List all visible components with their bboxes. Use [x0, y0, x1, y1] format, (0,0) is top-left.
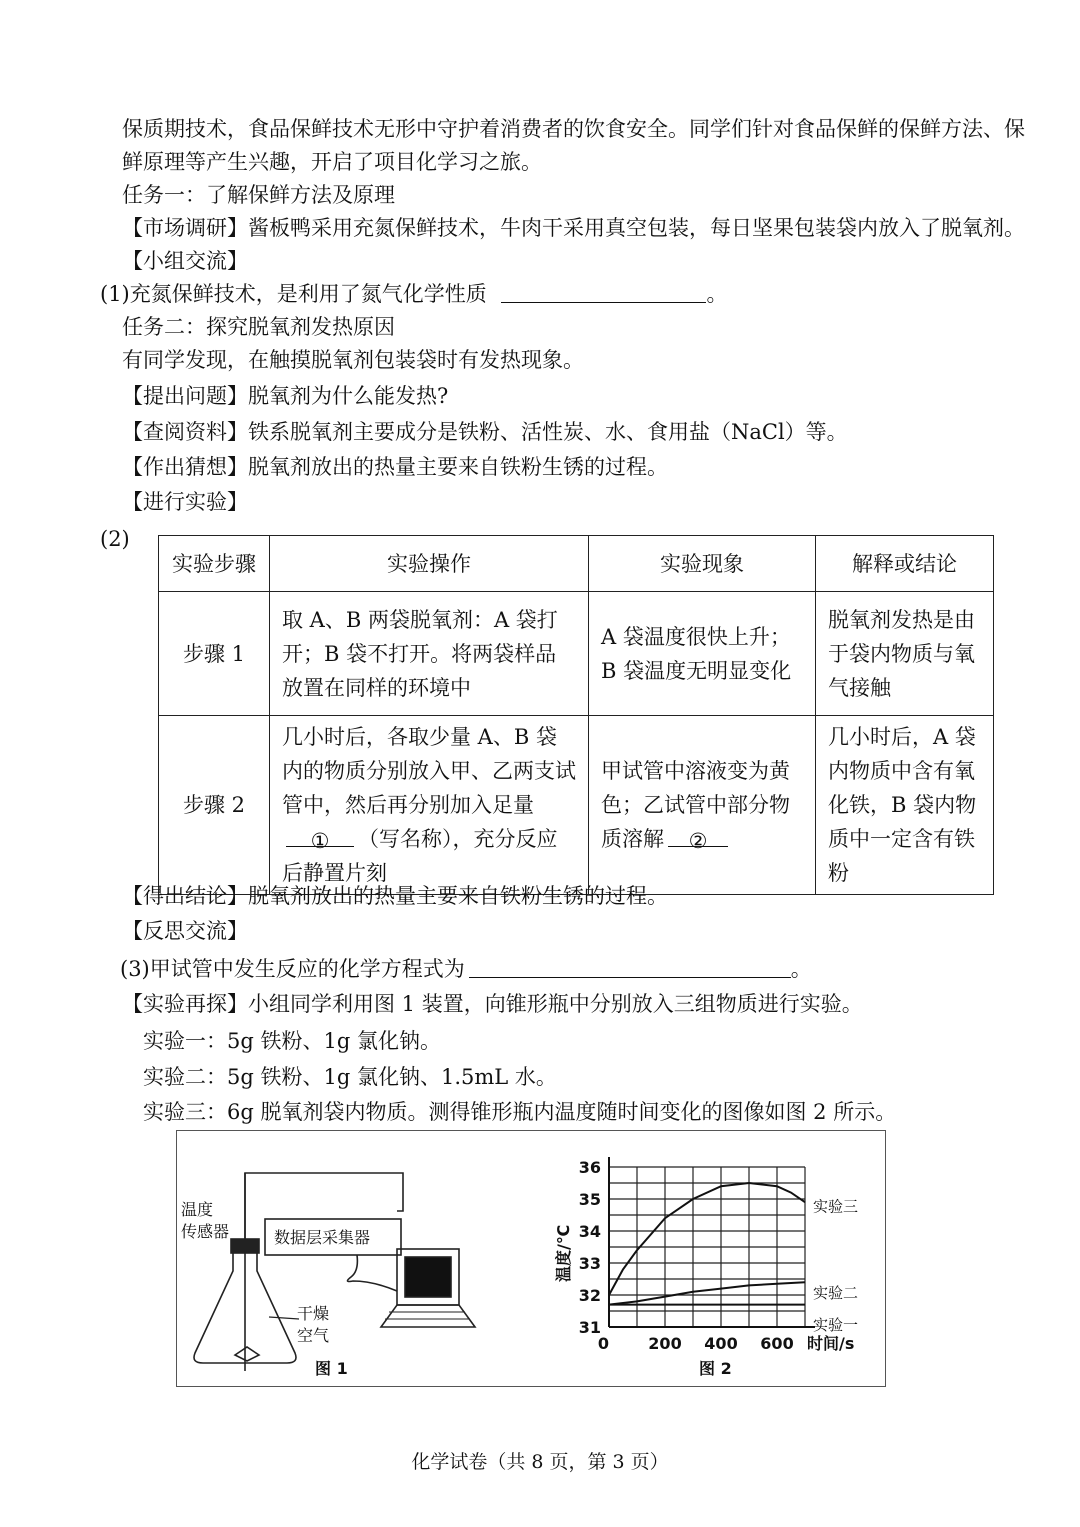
x-tick-label: 600	[760, 1334, 794, 1353]
question-3	[120, 954, 812, 984]
temperature-chart	[554, 1157, 858, 1353]
row1-operation: 取 A、B 两袋脱氧剂：A 袋打开；B 袋不打开。将两袋样品放置在同样的环境中	[270, 592, 589, 716]
row2-phenomenon-a: 甲试管中溶液变为黄色；乙试管中部分物质溶解	[601, 759, 790, 851]
label-dry-air-1: 干燥	[297, 1304, 330, 1323]
row2-conclusion: 几小时后，A 袋内物质中含有氧化铁，B 袋内物质中一定含有铁粉	[816, 716, 994, 895]
x-tick-label: 0	[597, 1334, 609, 1353]
consult-info: 【查阅资料】铁系脱氧剂主要成分是铁粉、活性炭、水、食用盐（NaCl）等。	[122, 420, 848, 444]
x-tick-label: 400	[704, 1334, 738, 1353]
make-guess: 【作出猜想】脱氧剂放出的热量主要来自铁粉生锈的过程。	[122, 455, 668, 479]
experiment-table	[158, 535, 994, 895]
table-row	[159, 592, 994, 716]
do-experiment: 【进行实验】	[122, 490, 248, 514]
answer-blank-1[interactable]	[501, 280, 706, 303]
y-tick-label: 36	[578, 1158, 601, 1177]
row2-operation-b: （写名称），充分反应后静置片刻	[282, 827, 558, 885]
table-row	[159, 716, 994, 895]
figure-1	[194, 1173, 475, 1371]
header-conclusion: 解释或结论	[816, 536, 994, 592]
raise-question: 【提出问题】脱氧剂为什么能发热?	[122, 384, 449, 408]
re-experiment: 【实验再探】小组同学利用图 1 装置，向锥形瓶中分别放入三组物质进行实验。	[122, 992, 863, 1016]
x-axis-label: 时间/s	[807, 1334, 855, 1353]
answer-blank-3[interactable]	[469, 955, 791, 978]
reflect-exchange: 【反思交流】	[122, 919, 248, 943]
label-collector: 数据层采集器	[274, 1228, 371, 1247]
experiment-1: 实验一：5g 铁粉、1g 氯化钠。	[143, 1029, 441, 1053]
x-tick-label: 200	[648, 1334, 682, 1353]
label-sensor-2: 传感器	[181, 1222, 230, 1241]
question-3-end: 。	[790, 957, 812, 981]
y-tick-label: 33	[578, 1254, 601, 1273]
page-footer: 化学试卷（共 8 页，第 3 页）	[411, 1451, 669, 1473]
stopper	[231, 1239, 259, 1253]
row2-operation-a: 几小时后，各取少量 A、B 袋内的物质分别放入甲、乙两支试管中，然后再分别加入足量	[282, 725, 576, 817]
intro-line-1: 保质期技术，食品保鲜技术无形中守护着消费者的饮食安全。同学们针对食品保鲜的保鲜方法、保	[122, 117, 1025, 141]
y-tick-label: 31	[578, 1318, 601, 1337]
table-header-row	[159, 536, 994, 592]
figures-svg	[177, 1131, 885, 1386]
answer-blank-table-1[interactable]: ①	[286, 824, 354, 847]
question-3-text: (3)甲试管中发生反应的化学方程式为	[120, 957, 465, 981]
laptop-display	[405, 1257, 451, 1297]
y-tick-label: 35	[578, 1190, 601, 1209]
figure-1-caption: 图 1	[315, 1359, 348, 1378]
laptop-keyboard	[381, 1305, 475, 1327]
series-line-1	[609, 1183, 805, 1295]
header-phenomenon: 实验现象	[589, 536, 816, 592]
row2-phenomenon	[589, 716, 816, 895]
task1-title: 任务一：了解保鲜方法及原理	[122, 183, 395, 207]
row1-conclusion: 脱氧剂发热是由于袋内物质与氧气接触	[816, 592, 994, 716]
series-label-2: 实验二	[813, 1283, 859, 1302]
found-text: 有同学发现，在触摸脱氧剂包装袋时有发热现象。	[122, 348, 584, 372]
series-line-2	[609, 1282, 805, 1304]
y-tick-label: 34	[578, 1222, 601, 1241]
question-1	[100, 279, 727, 309]
y-axis-label: 温度/℃	[554, 1224, 573, 1283]
intro-line-2: 鲜原理等产生兴趣，开启了项目化学习之旅。	[122, 150, 542, 174]
header-operation: 实验操作	[270, 536, 589, 592]
question-2-label: (2)	[100, 527, 130, 551]
figure-box	[176, 1130, 886, 1387]
question-1-end: 。	[706, 282, 728, 306]
experiment-3: 实验三：6g 脱氧剂袋内物质。测得锥形瓶内温度随时间变化的图像如图 2 所示。	[143, 1100, 897, 1124]
label-dry-air-2: 空气	[297, 1326, 330, 1345]
header-step: 实验步骤	[159, 536, 270, 592]
label-sensor-1: 温度	[181, 1200, 214, 1219]
experiment-2: 实验二：5g 铁粉、1g 氯化钠、1.5mL 水。	[143, 1065, 557, 1089]
series-label-3: 实验一	[813, 1315, 859, 1334]
flask-solid	[235, 1347, 259, 1361]
y-tick-label: 32	[578, 1286, 601, 1305]
row2-operation	[270, 716, 589, 895]
usb-cable	[347, 1255, 397, 1291]
series-label-1: 实验三	[813, 1197, 859, 1216]
group-discussion: 【小组交流】	[122, 249, 248, 273]
draw-conclusion: 【得出结论】脱氧剂放出的热量主要来自铁粉生锈的过程。	[122, 884, 668, 908]
row1-step: 步骤 1	[159, 592, 270, 716]
question-1-text: (1)充氮保鲜技术，是利用了氮气化学性质	[100, 282, 487, 306]
task2-title: 任务二：探究脱氧剂发热原因	[122, 315, 395, 339]
market-research: 【市场调研】酱板鸭采用充氮保鲜技术，牛肉干采用真空包装，每日坚果包装袋内放入了脱氧剂。	[122, 216, 1025, 240]
row1-phenomenon: A 袋温度很快上升；B 袋温度无明显变化	[589, 592, 816, 716]
row2-step: 步骤 2	[159, 716, 270, 895]
answer-blank-table-2[interactable]: ②	[668, 824, 728, 847]
figure-2-caption: 图 2	[699, 1359, 732, 1378]
